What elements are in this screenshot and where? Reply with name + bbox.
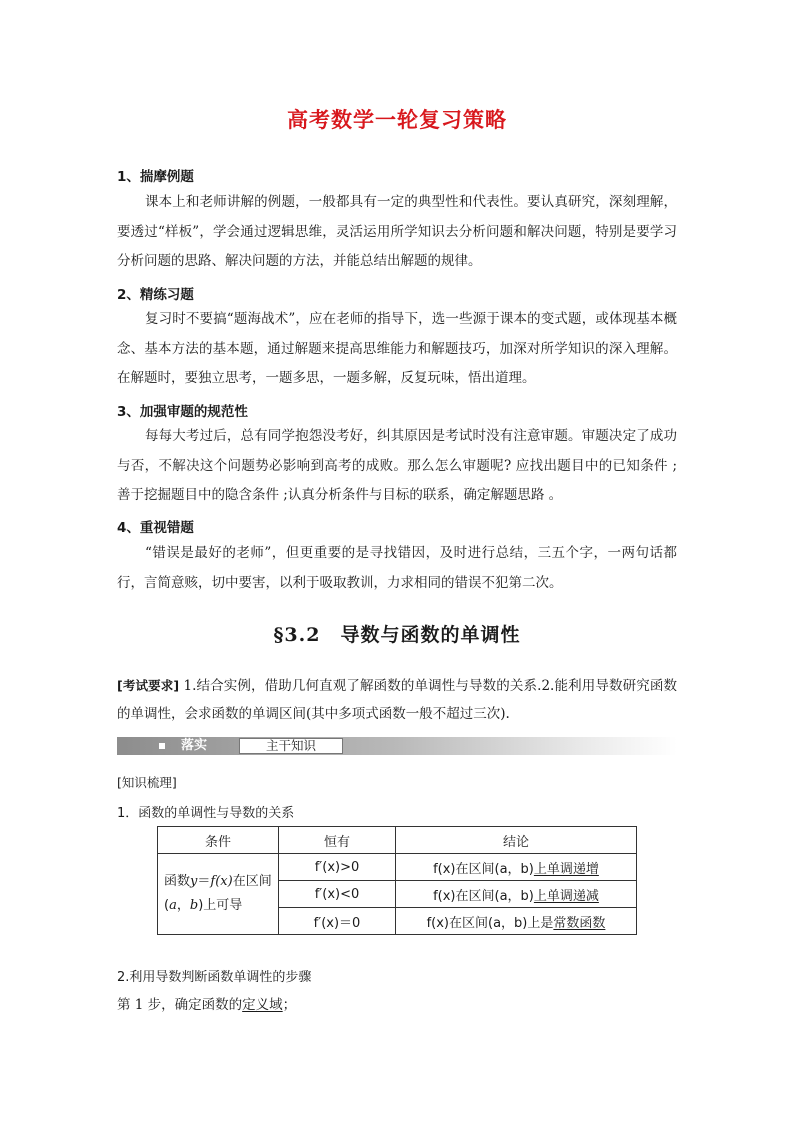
strategy-2-heading: 2、精练习题	[117, 287, 194, 303]
table-row	[158, 854, 637, 881]
condition-func: f(x)	[210, 874, 233, 889]
condition-text: )上可导	[198, 898, 243, 913]
step-1	[117, 993, 296, 1013]
table-derivative-cell: f′(x)＝0	[279, 908, 396, 935]
table-conclusion-cell	[396, 908, 637, 935]
conclusion-text: f(x)在区间(a，b)上是	[426, 915, 554, 931]
strategy-2-body: 复习时不要搞“题海战术”，应在老师的指导下，选一些源于课本的变式题，或体现基本概念、基本方法的基本题，通过解题来提高思维能力和解题技巧，加深对所学知识的深入理解。在解题时，要独立思考，一题多思，一题多解，反复玩味，悟出道理。	[117, 311, 677, 386]
monotonicity-table	[157, 826, 637, 935]
strategy-4-body: “错误是最好的老师”，但更重要的是寻找错因，及时进行总结，三五个字，一两句话都行，言简意赅，切中要害，以利于吸取教训，力求相同的错误不犯第二次。	[117, 545, 677, 591]
section-title: §3.2 导数与函数的单调性	[273, 624, 521, 646]
strategy-1-heading: 1、揣摩例题	[117, 169, 194, 185]
exam-requirements-text: 1.结合实例，借助几何直观了解函数的单调性与导数的关系.2.能利用导数研究函数的单调性，会求函数的单调区间(其中多项式函数一般不超过三次).	[117, 678, 677, 722]
table-header: 结论	[396, 827, 637, 854]
exam-requirements	[117, 672, 677, 728]
steps-heading: 2.利用导数判断函数单调性的步骤	[117, 970, 312, 985]
condition-eq: ＝	[197, 874, 211, 889]
step-1-suffix: ；	[282, 997, 297, 1013]
conclusion-key: 常数函数	[553, 915, 606, 931]
banner-box-label: 主干知识	[239, 738, 343, 754]
table-conclusion-cell	[396, 854, 637, 881]
table-header: 条件	[158, 827, 279, 854]
table-header: 恒有	[279, 827, 396, 854]
section-banner	[117, 737, 677, 755]
table-condition-cell	[158, 854, 279, 935]
strategy-3-heading: 3、加强审题的规范性	[117, 404, 248, 420]
strategy-3-body: 每每大考过后，总有同学抱怨没考好，纠其原因是考试时没有注意审题。审题决定了成功与否，不解决这个问题势必影响到高考的成败。那么怎么审题呢? 应找出题目中的已知条件 ;善于挖掘题目中的隐含条件 ;认真分析条件与目标的联系，确定解题思路 。	[117, 428, 677, 503]
conclusion-key: 上单调递增	[533, 861, 599, 877]
condition-a: a	[169, 898, 177, 913]
condition-sep: ，	[176, 898, 190, 913]
exam-requirements-tag: [考试要求]	[117, 678, 180, 693]
document-title: 高考数学一轮复习策略	[287, 108, 507, 132]
conclusion-text: f(x)在区间(a，b)	[433, 888, 534, 904]
table-derivative-cell: f′(x)>0	[279, 854, 396, 881]
banner-bullet-icon	[159, 743, 165, 749]
condition-text: 函数	[164, 874, 191, 889]
table-derivative-cell: f′(x)<0	[279, 881, 396, 908]
banner-label: 落实	[181, 738, 208, 753]
item-1-heading: 1．函数的单调性与导数的关系	[117, 806, 295, 821]
table-header-row	[158, 827, 637, 854]
table-conclusion-cell	[396, 881, 637, 908]
condition-b: b	[189, 898, 199, 913]
condition-var: y	[190, 874, 198, 889]
step-1-key: 定义域	[242, 997, 283, 1013]
conclusion-text: f(x)在区间(a，b)	[433, 861, 534, 877]
condition-text: 在区间(	[164, 874, 272, 913]
strategy-1-body: 课本上和老师讲解的例题，一般都具有一定的典型性和代表性。要认真研究，深刻理解，要透过“样板”，学会通过逻辑思维，灵活运用所学知识去分析问题和解决问题，特别是要学习分析问题的思路、解决问题的方法，并能总结出解题的规律。	[117, 194, 677, 269]
knowledge-tag: [知识梳理]	[117, 775, 177, 790]
strategy-4-heading: 4、重视错题	[117, 520, 194, 536]
step-1-text: 第 1 步，确定函数的	[117, 997, 243, 1013]
conclusion-key: 上单调递减	[533, 888, 599, 904]
